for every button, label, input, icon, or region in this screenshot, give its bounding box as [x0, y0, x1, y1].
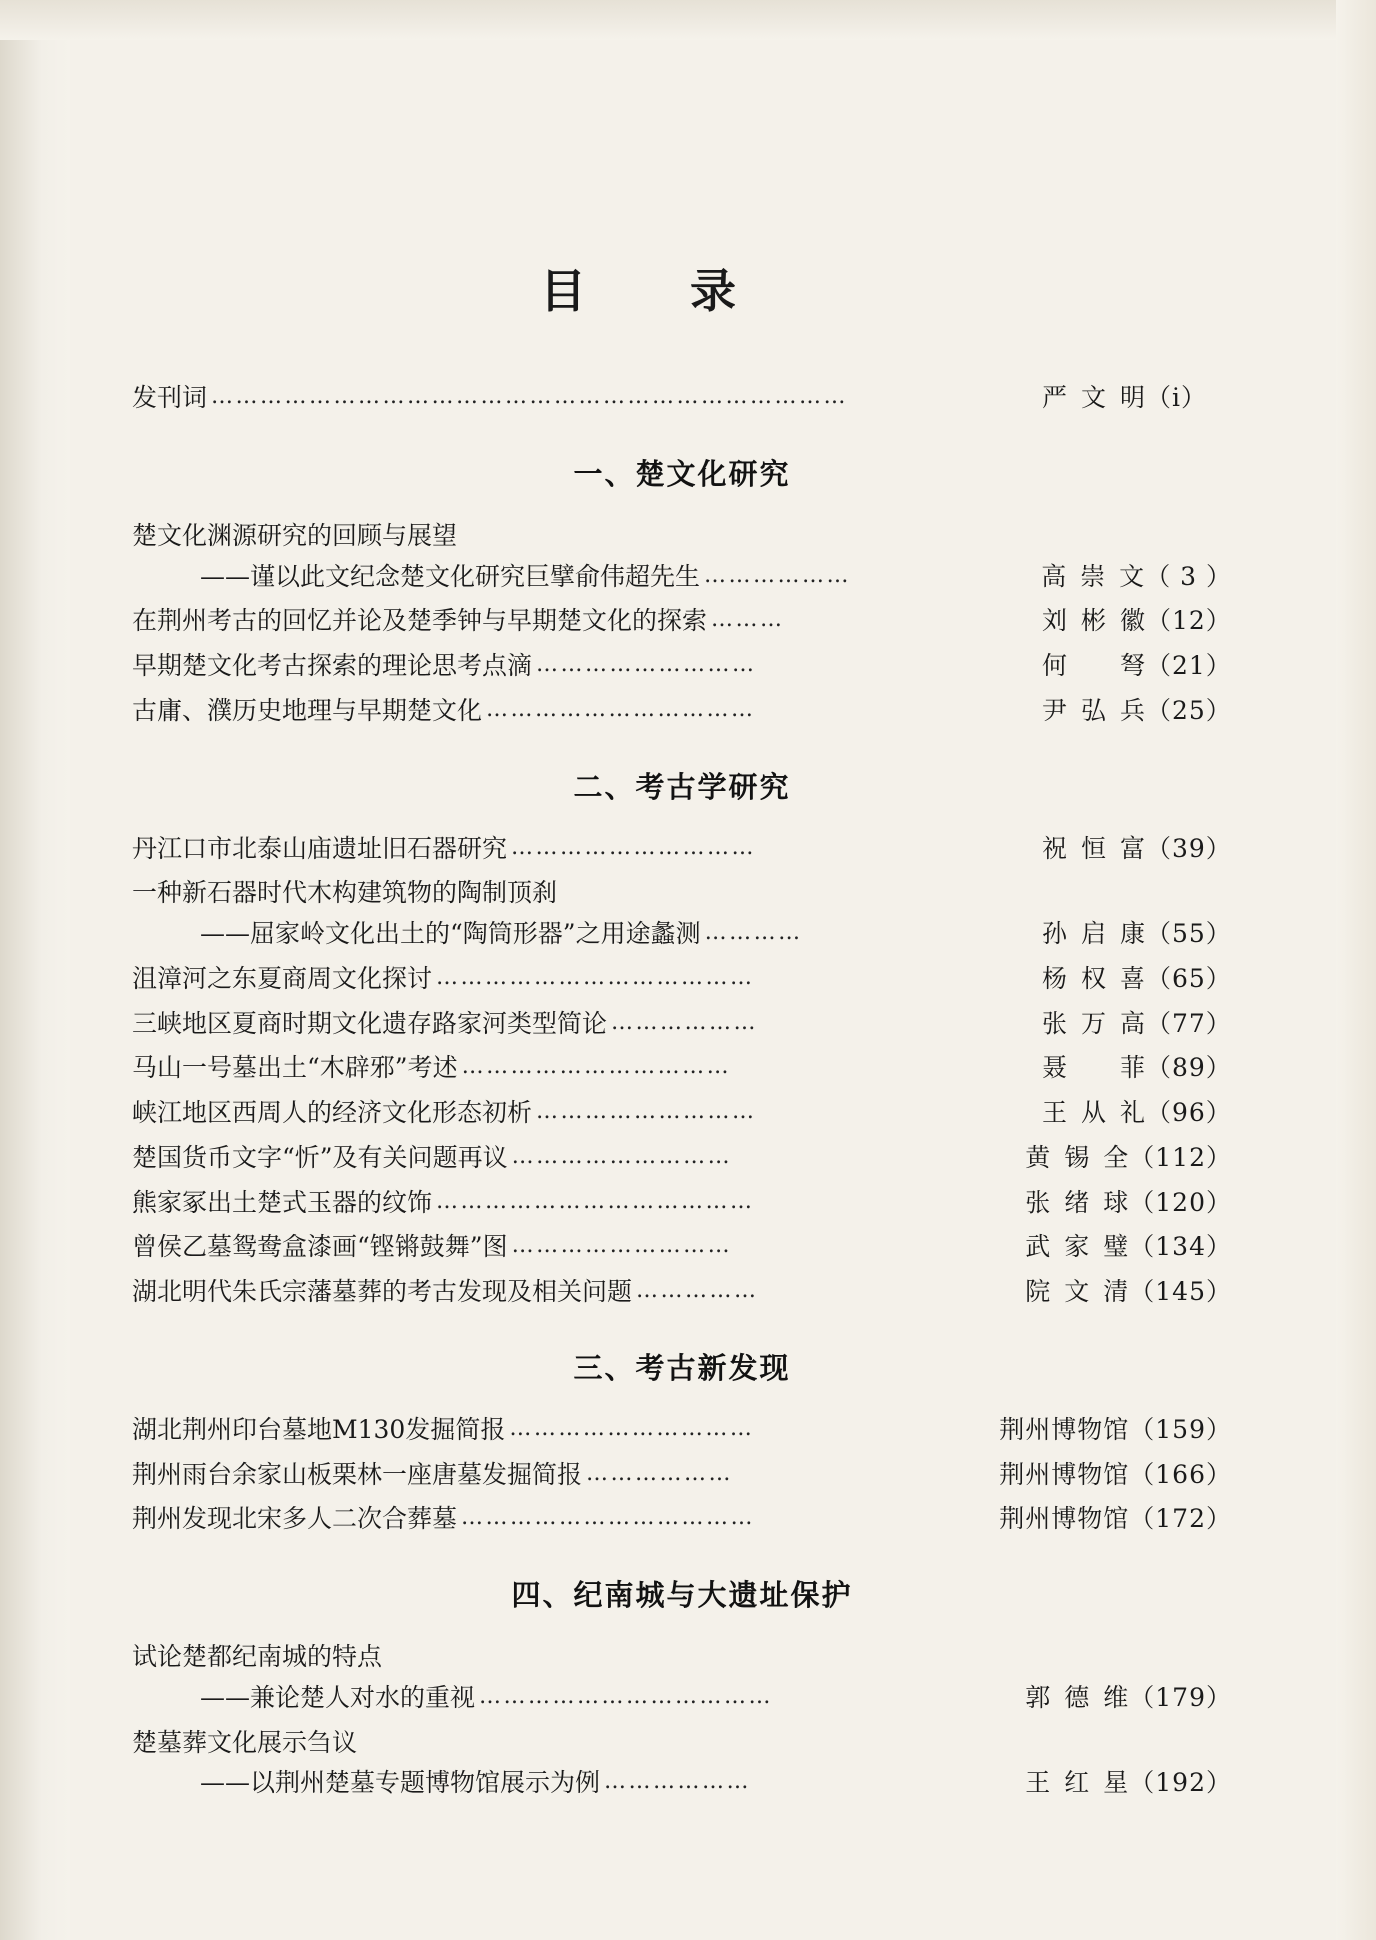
dot-leader: ………………………………: [479, 1683, 774, 1709]
dot-leader: ………………………………: [461, 1505, 756, 1531]
toc-entry-title: 丹江口市北泰山庙遗址旧石器研究: [132, 833, 508, 863]
toc-entry-row: [132, 1049, 1232, 1088]
toc-entry-author: 荆州博物馆: [999, 1504, 1130, 1534]
section-heading-4: 四、纪南城与大遗址保护: [511, 1578, 853, 1612]
dot-leader: ……………………………: [486, 696, 756, 722]
toc-entry-page: （134）: [1129, 1232, 1232, 1262]
toc-entry-title: 曾侯乙墓鸳鸯盒漆画“铿锵鼓舞”图: [132, 1232, 508, 1262]
toc-entry-right: [1042, 830, 1232, 869]
toc-entry-right: [1025, 1139, 1232, 1178]
toc-entry-author: 孙启康: [1042, 919, 1146, 948]
toc-entry-right: [1042, 1094, 1232, 1133]
toc-entry-page: （192）: [1129, 1768, 1232, 1798]
toc-entry-page: （89）: [1146, 1053, 1232, 1083]
toc-entry-right: [999, 1411, 1232, 1450]
toc-entry-row: [132, 558, 1232, 597]
toc-entry-title: 早期楚文化考古探索的理论思考点滴: [132, 651, 533, 680]
toc-entry-right: [1042, 1049, 1232, 1088]
toc-entry-right: [1025, 1184, 1232, 1223]
toc-entry-row: [132, 1184, 1232, 1223]
toc-entry-row: [132, 960, 1232, 999]
toc-entry-page: （25）: [1146, 695, 1232, 725]
toc-entry-author: 郭德维: [1025, 1682, 1130, 1712]
toc-entry-title: 湖北明代朱氏宗藩墓葬的考古发现及相关问题: [132, 1277, 633, 1306]
toc-entry-author: 张绪球: [1025, 1187, 1130, 1217]
toc-entry-right: [1025, 1228, 1232, 1267]
dot-leader: ………: [711, 607, 785, 633]
toc-entry-row: [132, 1456, 1232, 1495]
toc-entry-author: 黄锡全: [1025, 1142, 1130, 1172]
dot-leader: ………………: [604, 1769, 752, 1795]
toc-entry-author: 武家璧: [1025, 1232, 1130, 1262]
toc-entry-author: 严文明: [1042, 383, 1146, 412]
toc-entry-page: （21）: [1146, 651, 1232, 680]
toc-entry-title: 马山一号墓出土“木辟邪”考述: [132, 1053, 458, 1083]
toc-entry-title: 楚文化渊源研究的回顾与展望: [132, 520, 458, 550]
toc-entry-right: [1042, 1005, 1232, 1044]
toc-entry-row: [132, 1679, 1232, 1718]
toc-entry-title: 三峡地区夏商时期文化遗存路家河类型简论: [132, 1008, 608, 1038]
dot-leader: ………………: [586, 1460, 734, 1486]
toc-entry-title: 楚墓葬文化展示刍议: [132, 1727, 358, 1757]
toc-entry-right: [999, 1456, 1232, 1495]
toc-entry-title: 楚国货币文字“忻”及有关问题再议: [132, 1142, 508, 1172]
toc-entry: [132, 1724, 1232, 1804]
toc-entry-page: （145）: [1129, 1277, 1232, 1306]
toc-entry-right: [999, 1500, 1232, 1539]
toc-entry-title: 发刊词: [132, 383, 208, 412]
toc-entry-row: [132, 1094, 1232, 1133]
toc-entry-subtitle: ——以荆州楚墓专题博物馆展示为例: [200, 1768, 601, 1798]
toc-entry-row: [132, 1228, 1232, 1267]
toc-entry-subtitle: ——谨以此文纪念楚文化研究巨擘俞伟超先生: [200, 561, 701, 591]
toc-entry-author: 杨权喜: [1042, 963, 1146, 993]
toc-entry-author: 高崇文: [1041, 561, 1146, 591]
toc-entry-page: （172）: [1129, 1504, 1232, 1534]
toc-entry-author: 荆州博物馆: [999, 1414, 1130, 1444]
toc-entry-right: [1042, 379, 1232, 418]
dot-leader: ……………………………………………………………………: [211, 384, 849, 409]
toc-entry-row: [132, 1139, 1232, 1178]
toc-entry-title: 沮漳河之东夏商周文化探讨: [132, 963, 433, 993]
toc-entry-author: 王从礼: [1042, 1098, 1146, 1127]
toc-entry-title: 峡江地区西周人的经济文化形态初析: [132, 1098, 533, 1127]
toc-entry-subtitle: ——兼论楚人对水的重视: [200, 1682, 476, 1712]
toc-entry-page: （179）: [1129, 1682, 1232, 1712]
toc-entry-author: 聂 菲: [1042, 1053, 1146, 1083]
toc-entry-title: 荆州发现北宋多人二次合葬墓: [132, 1504, 458, 1534]
dot-leader: ………………………: [536, 1099, 757, 1124]
dot-leader: …………………………………: [436, 1188, 755, 1214]
table-of-contents: [132, 255, 1232, 1809]
toc-entry-right: [1042, 692, 1232, 731]
dot-leader: …………: [704, 920, 803, 945]
toc-entry-author: 荆州博物馆: [999, 1459, 1130, 1489]
dot-leader: ………………………: [511, 1233, 733, 1259]
toc-entry-title: 荆州雨台余家山板栗林一座唐墓发掘简报: [132, 1459, 583, 1489]
toc-entry-right: [1041, 558, 1232, 597]
toc-entry: [132, 517, 1232, 597]
toc-entry-row: [132, 1411, 1232, 1450]
toc-entry-row: [132, 1500, 1232, 1539]
page-top-shading: [0, 0, 1376, 40]
toc-entry-right: [1025, 1764, 1232, 1803]
toc-entry-author: 张万高: [1042, 1008, 1146, 1038]
toc-entry-author: 王红星: [1025, 1768, 1130, 1798]
toc-entry-title: 熊家冢出土楚式玉器的纹饰: [132, 1187, 433, 1217]
toc-entry-row: [132, 1273, 1232, 1312]
section-heading-1: 一、楚文化研究: [573, 456, 791, 491]
toc-entry-row: [132, 830, 1232, 869]
toc-entry-author: 刘彬徽: [1042, 606, 1146, 636]
toc-entry-row: [132, 602, 1232, 641]
toc-entry-right: [1042, 960, 1232, 999]
dot-leader: ……………………………: [461, 1054, 732, 1080]
toc-entry-right: [1042, 602, 1232, 641]
dot-leader: ………………………: [511, 1143, 733, 1169]
page-right-shading: [1336, 0, 1376, 1940]
dot-leader: ………………: [611, 1009, 759, 1035]
section-heading-2: 二、考古学研究: [573, 769, 791, 804]
toc-entry-right: [1042, 647, 1232, 686]
toc-entry-title: 湖北荆州印台墓地M130发掘简报: [132, 1414, 506, 1444]
toc-entry-page: （112）: [1129, 1142, 1232, 1172]
page-left-shading: [0, 0, 70, 1940]
toc-entry-row: [132, 1005, 1232, 1044]
toc-entry: [132, 1638, 1232, 1718]
toc-entry-title: 一种新石器时代木构建筑物的陶制顶刹: [132, 878, 558, 908]
toc-entry-subtitle: ——屈家岭文化出土的“陶筒形器”之用途蠡测: [200, 919, 701, 948]
toc-entry-author: 院文清: [1025, 1277, 1130, 1306]
toc-entry-row: [132, 692, 1232, 731]
dot-leader: …………………………: [509, 1415, 755, 1441]
toc-entry-author: 何 弩: [1042, 651, 1146, 680]
toc-entry-page: （39）: [1146, 833, 1232, 863]
toc-entry-right: [1025, 1273, 1232, 1312]
dot-leader: …………………………: [511, 834, 757, 860]
section-heading-3: 三、考古新发现: [573, 1350, 791, 1385]
toc-entry-author: 尹弘兵: [1042, 695, 1146, 725]
toc-entry-page: （ 3 ）: [1145, 561, 1232, 591]
dot-leader: …………………………………: [436, 964, 755, 990]
toc-entry-page: （ⅰ）: [1146, 383, 1207, 412]
page-title: 目 录: [539, 264, 780, 318]
dot-leader: ……………: [636, 1278, 759, 1303]
toc-entry-page: （55）: [1146, 919, 1232, 948]
toc-entry-title: 试论楚都纪南城的特点: [132, 1642, 383, 1671]
toc-entry-page: （159）: [1129, 1414, 1232, 1444]
toc-entry-right: [1042, 915, 1232, 954]
toc-entry-page: （12）: [1146, 606, 1232, 636]
toc-entry-page: （77）: [1146, 1008, 1232, 1038]
toc-entry-right: [1025, 1679, 1232, 1718]
dot-leader: ………………: [704, 562, 852, 588]
toc-entry-page: （120）: [1129, 1187, 1232, 1217]
toc-entry-page: （65）: [1146, 963, 1232, 993]
toc-entry-page: （96）: [1146, 1098, 1232, 1127]
toc-entry-page: （166）: [1129, 1459, 1232, 1489]
toc-entry-row: [132, 1764, 1232, 1803]
toc-entry-title: 古庸、濮历史地理与早期楚文化: [132, 695, 483, 725]
toc-entry: [132, 874, 1232, 954]
toc-entry-row: [132, 647, 1232, 686]
toc-entry-title: 在荆州考古的回忆并论及楚季钟与早期楚文化的探索: [132, 606, 708, 636]
toc-entry-author: 祝恒富: [1042, 833, 1146, 863]
toc-entry-foreword: [132, 379, 1232, 418]
toc-entry-row: [132, 915, 1232, 954]
dot-leader: ………………………: [536, 652, 757, 677]
